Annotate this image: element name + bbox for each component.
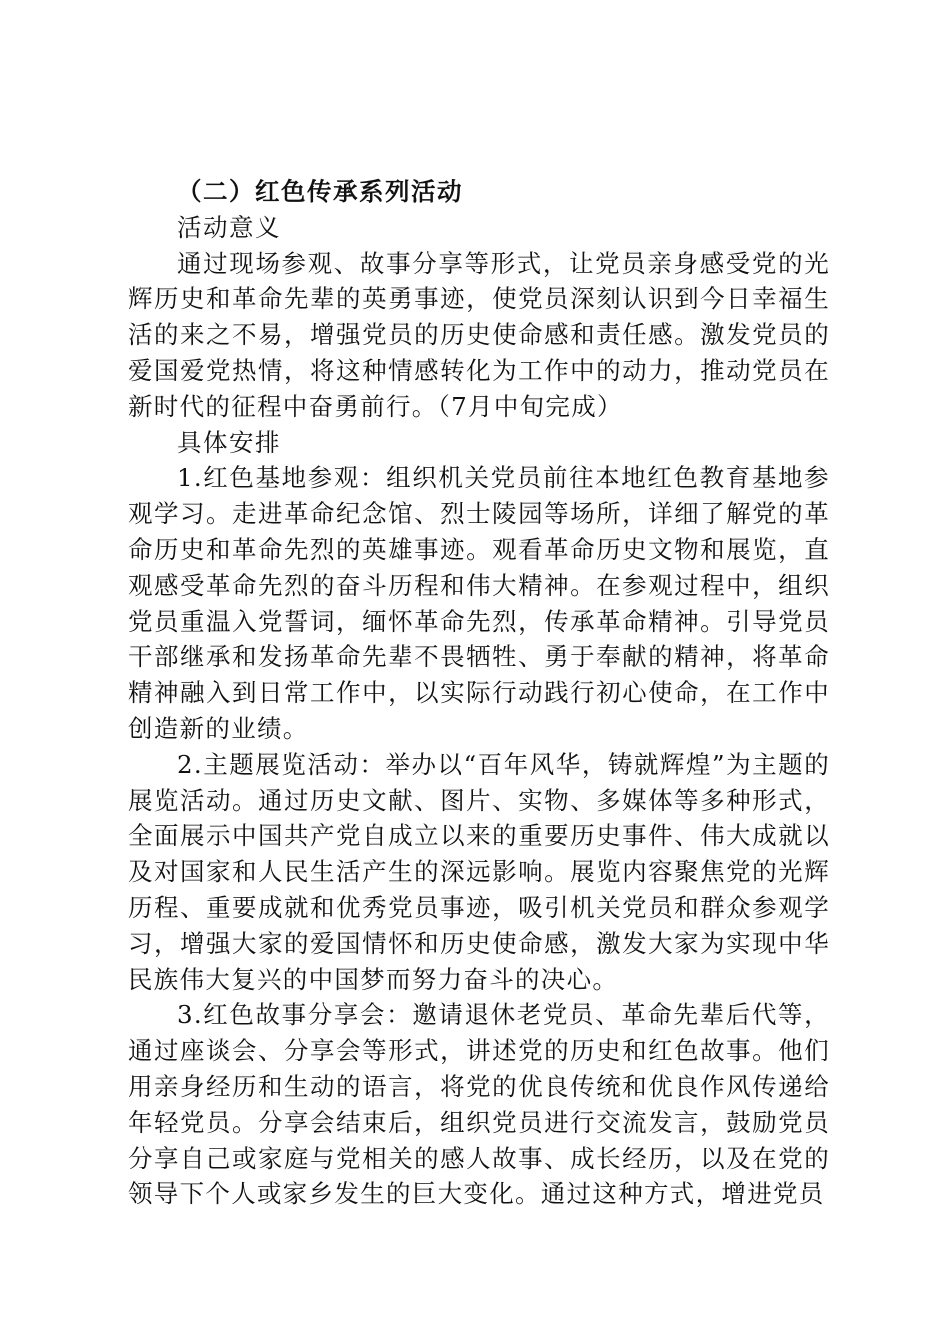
arrangement-item-1: 1.红色基地参观：组织机关党员前往本地红色教育基地参观学习。走进革命纪念馆、烈士陵园等场所，详细了解党的革命历史和革命先烈的英雄事迹。观看革命历史文物和展览，直观感受革命先烈的奋斗历程和伟大精神。在参观过程中，组织党员重温入党誓词，缅怀革命先烈，传承革命精神。引导党员干部继承和发扬革命先辈不畏牺牲、勇于奉献的精神，将革命精神融入到日常工作中，以实际行动践行初心使命，在工作中创造新的业绩。: [128, 463, 830, 743]
arrangement-item-3: 3.红色故事分享会：邀请退休老党员、革命先辈后代等，通过座谈会、分享会等形式，讲述党的历史和红色故事。他们用亲身经历和生动的语言，将党的优良传统和优良作风传递给年轻党员。分享会结束后，组织党员进行交流发言，鼓励党员分享自己或家庭与党相关的感人故事、成长经历，以及在党的领导下个人或家乡发生的巨大变化。通过这种方式，增进党员: [128, 1000, 830, 1209]
arrangement-item-2: 2.主题展览活动：举办以“百年风华，铸就辉煌”为主题的展览活动。通过历史文献、图片、实物、多媒体等多种形式，全面展示中国共产党自成立以来的重要历史事件、伟大成就以及对国家和人民生活产生的深远影响。展览内容聚焦党的光辉历程、重要成就和优秀党员事迹，吸引机关党员和群众参观学习，增强大家的爱国情怀和历史使命感，激发大家为实现中华民族伟大复兴的中国梦而努力奋斗的决心。: [128, 749, 830, 994]
subheading-arrangement: 具体安排: [177, 427, 281, 457]
document-body: [128, 174, 830, 1212]
subheading-significance: 活动意义: [177, 212, 281, 242]
section-heading: （二）红色传承系列活动: [177, 177, 463, 206]
significance-paragraph: 通过现场参观、故事分享等形式，让党员亲身感受党的光辉历史和革命先辈的英勇事迹，使党员深刻认识到今日幸福生活的来之不易，增强党员的历史使命感和责任感。激发党员的爱国爱党热情，将这种情感转化为工作中的动力，推动党员在新时代的征程中奋勇前行。（7月中旬完成）: [128, 248, 830, 421]
